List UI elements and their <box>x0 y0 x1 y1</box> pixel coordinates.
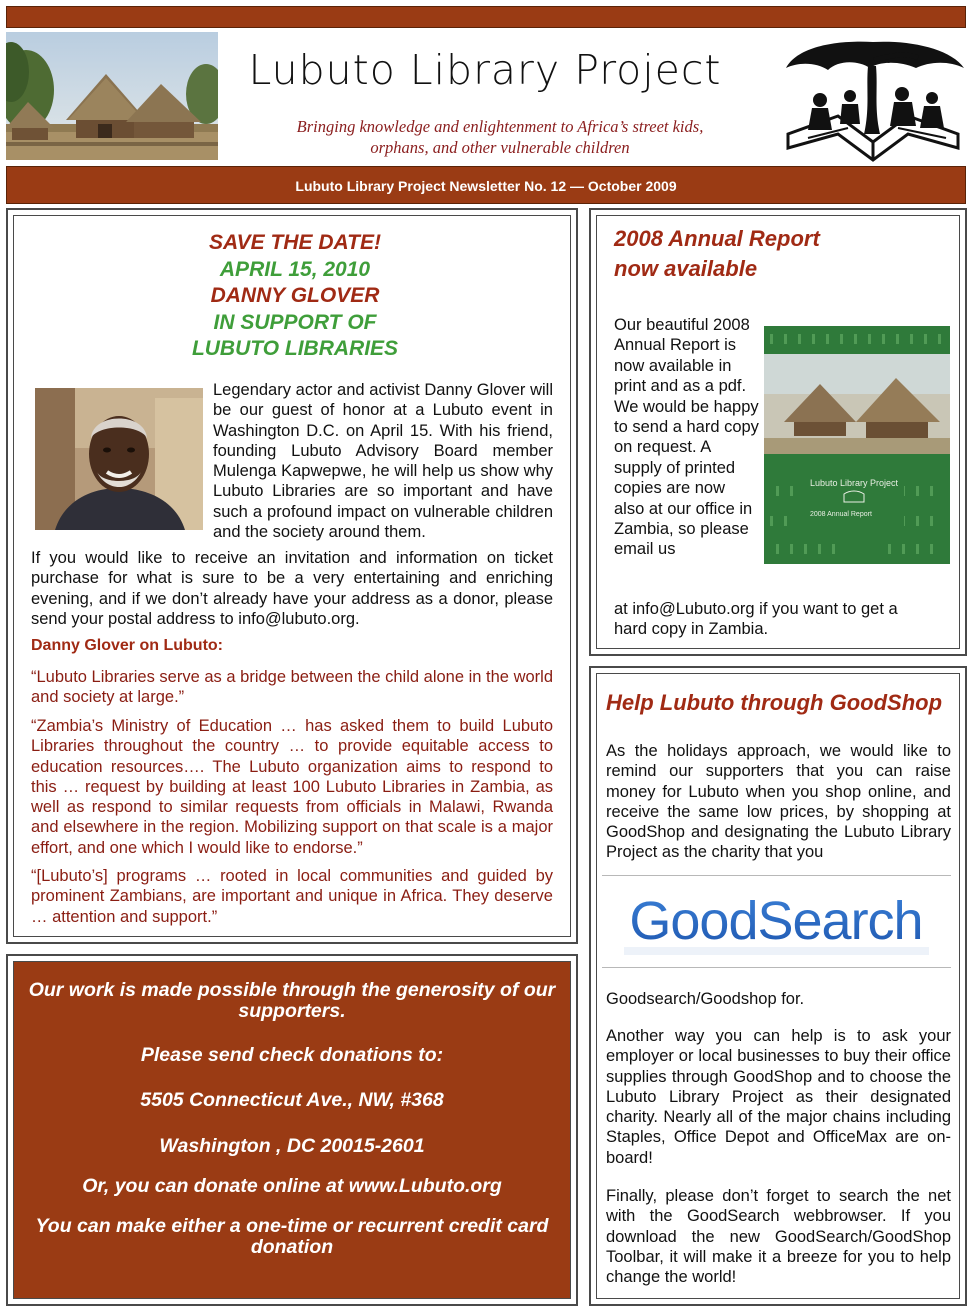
save-the-date-line: SAVE THE DATE! <box>209 231 381 254</box>
goodsearch-logo-text: GoodSearch <box>629 891 923 951</box>
page-title: Lubuto Library Project <box>248 46 722 94</box>
annual-report-heading-line1: 2008 Annual Report <box>614 226 820 251</box>
tagline-line1: Bringing knowledge and enlightenment to Africa’s street kids, <box>296 117 704 136</box>
donate-online-link[interactable]: Or, you can donate online at www.Lubuto.org <box>82 1175 502 1197</box>
invitation-text: If you would like to receive an invitation and information on ticket purchase for what is sure to be a very entertaining and enriching evening, and if we don’t already have your address as a donor, please send your postal address to info@lubuto.org. <box>31 549 553 628</box>
annual-report-text: Our beautiful 2008 Annual Report is now available in print and as a pdf. We would be happy to send a hard copy on request. A supply of printed copies are now also at our office in Zambia, so please email us <box>614 316 759 559</box>
annual-report-cover-subtitle: 2008 Annual Report <box>810 511 872 518</box>
save-the-date-heading <box>20 230 570 363</box>
lubuto-logo <box>778 38 968 162</box>
top-rule <box>6 6 966 28</box>
check-donations-label: Please send check donations to: <box>140 1044 444 1066</box>
goodshop-heading: Help Lubuto through GoodShop <box>606 690 943 715</box>
event-intro-text: Legendary actor and activist Danny Glover will be our guest of honor at a Lubuto event in Washington D.C. on April 15. With his friend, founding Lubuto Advisory Board member Mulenga Kapwepwe, he will help us show why Lubuto Libraries are so important and have such a profound impact on vulnerable children and the society around them. <box>213 381 553 542</box>
goodsearch-logo[interactable] <box>604 883 949 963</box>
goodshop-continued-text: Goodsearch/Goodshop for. <box>606 990 805 1008</box>
quote-programs: “[Lubuto’s] programs … rooted in local communities and guided by prominent Zambians, are important and unique in Africa. They deserve … attention and support.” <box>31 867 553 926</box>
header-photo-huts <box>6 32 218 160</box>
lubuto-libraries: LUBUTO LIBRARIES <box>191 337 399 360</box>
annual-report-heading-line2: now available <box>614 256 758 281</box>
divider <box>602 967 951 968</box>
tagline <box>240 116 760 158</box>
tagline-line2: orphans, and other vulnerable children <box>370 138 630 157</box>
danny-glover-photo <box>35 388 203 530</box>
annual-report-text-continued: at info@Lubuto.org if you want to get a hard copy in Zambia. <box>614 600 898 639</box>
office-supplies-text: Another way you can help is to ask your employer or local businesses to buy their office supplies through GoodShop and to choose the Lubuto Library Project as their designated charity. Nearly all of the major chains including Staples, Office Depot and OfficeMax are on-board! <box>606 1027 951 1167</box>
toolbar-text: Finally, please don’t forget to search the net with the GoodSearch webbrowser. If you download the new GoodSearch/GoodShop Toolbar, it will make it a breeze for you to help change the world! <box>606 1187 951 1287</box>
quote-heading: Danny Glover on Lubuto: <box>31 637 223 654</box>
credit-card-donation-text: You can make either a one-time or recurrent credit card donation <box>35 1215 549 1258</box>
guest-name: DANNY GLOVER <box>210 284 380 307</box>
mailing-address-city: Washington , DC 20015-2601 <box>159 1135 425 1157</box>
event-date: APRIL 15, 2010 <box>219 257 371 281</box>
quote-ministry: “Zambia’s Ministry of Education … has asked them to build Lubuto Libraries throughout the country … to provide equitable access to education resources…. The Lubuto organization aims to respond to this … request by building at least 100 Lubuto Libraries in Zambia, as well as respond to similar requests from officials in Malawi, Rwanda and elsewhere in the region. Mobilizing support on that scale is a major effort, and one which I would like to endorse.” <box>31 717 553 857</box>
annual-report-heading <box>614 224 934 284</box>
in-support-of: IN SUPPORT OF <box>213 310 377 334</box>
newsletter-bar: Lubuto Library Project Newsletter No. 12 — October 2009 <box>6 166 966 204</box>
annual-report-cover-title: Lubuto Library Project <box>810 478 899 488</box>
donation-thanks: Our work is made possible through the generosity of our supporters. <box>28 979 556 1022</box>
quote-bridge: “Lubuto Libraries serve as a bridge between the child alone in the world and society at large.” <box>31 668 553 707</box>
annual-report-cover <box>764 326 950 564</box>
divider <box>602 875 951 876</box>
mailing-address-street: 5505 Connecticut Ave., NW, #368 <box>140 1089 444 1111</box>
goodshop-intro-text: As the holidays approach, we would like to remind our supporters that you can raise money for Lubuto when you shop online, and receive the same low prices, by shopping at GoodShop and designating the Lubuto Library Project as the charity that you <box>606 742 951 862</box>
